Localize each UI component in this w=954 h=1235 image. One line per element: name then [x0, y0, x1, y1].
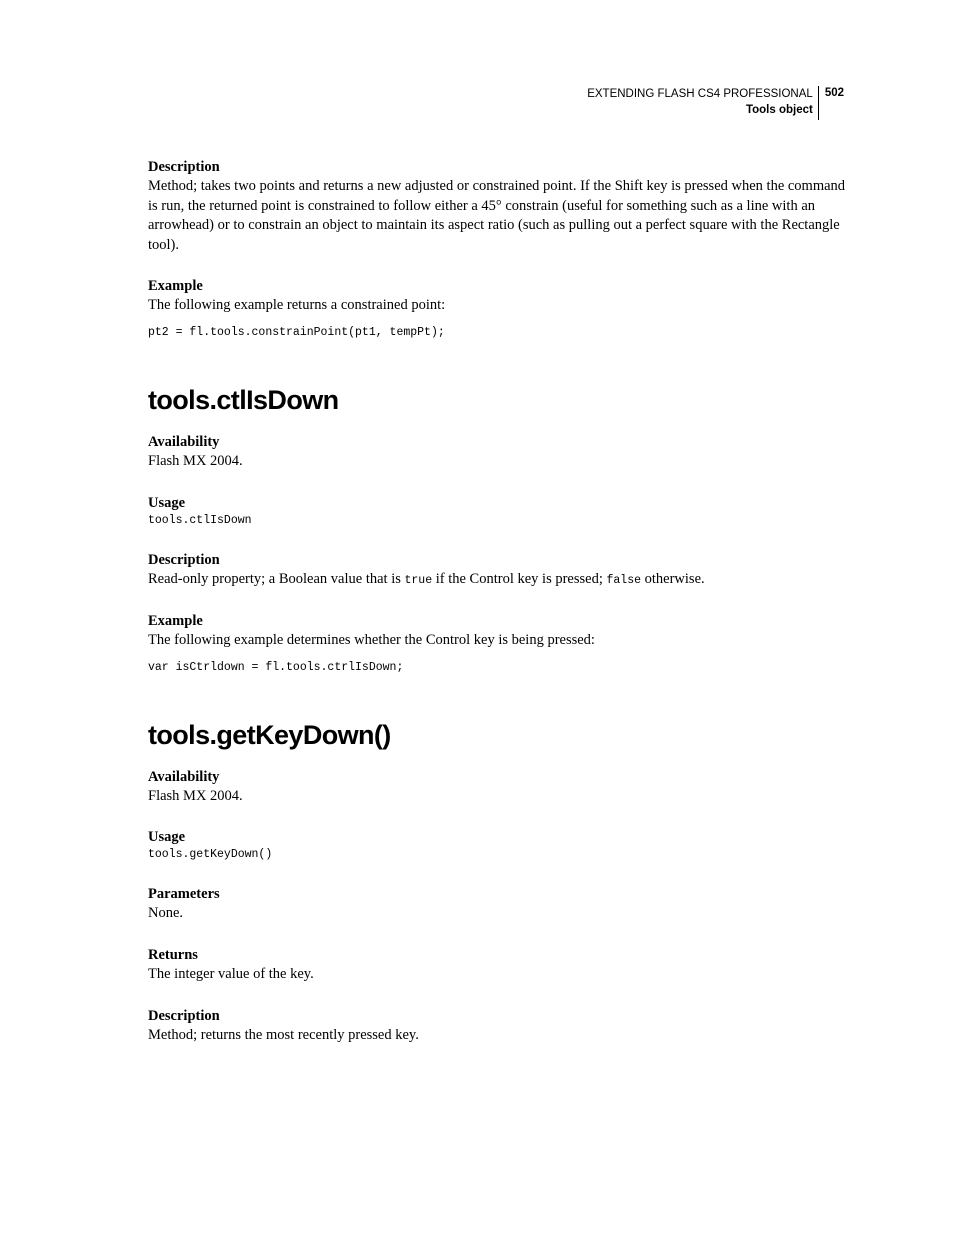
parameters-text: None. [148, 905, 184, 922]
getkeydown-parameters [148, 884, 848, 924]
inline-code-false: false [606, 573, 642, 587]
description-text [148, 570, 848, 591]
description-text: Method; takes two points and returns a new adjusted or constrained point. If the Shift key is pressed when the command is run, the returned point is constrained to follow either a 45° constrain (useful for something such as a line with an arrowhead) or to constrain an object to maintain its aspect ratio (such as pulling out a perfect square with the Rectangle tool). [148, 178, 846, 253]
usage-code: tools.ctlIsDown [148, 513, 252, 527]
returns-heading: Returns [148, 946, 198, 963]
page-number: 502 [824, 87, 844, 99]
example-heading: Example [148, 278, 203, 295]
section-title-getkeydown: tools.getKeyDown() [148, 719, 391, 750]
parameters-heading: Parameters [148, 886, 220, 903]
section-title-ctlisdown: tools.ctlIsDown [148, 384, 339, 415]
description-part: if the Control key is pressed; [432, 570, 607, 587]
usage-heading: Usage [148, 829, 186, 846]
intro-example [148, 276, 848, 341]
description-heading: Description [148, 1007, 220, 1024]
availability-text: Flash MX 2004. [148, 787, 243, 804]
returns-text: The integer value of the key. [148, 965, 314, 982]
availability-text: Flash MX 2004. [148, 452, 243, 469]
ctlisdown-usage [148, 493, 848, 529]
availability-heading: Availability [148, 768, 220, 785]
getkeydown-availability [148, 767, 848, 807]
example-code: pt2 = fl.tools.constrainPoint(pt1, tempPt); [148, 325, 445, 339]
page-content [148, 157, 848, 1045]
getkeydown-returns [148, 945, 848, 985]
running-header [587, 86, 819, 120]
usage-heading: Usage [148, 494, 186, 511]
usage-code: tools.getKeyDown() [148, 848, 273, 862]
header-subtitle: Tools object [745, 104, 813, 116]
description-part: Read-only property; a Boolean value that is [148, 570, 405, 587]
page-header [587, 86, 844, 120]
description-text: Method; returns the most recently pressed key. [148, 1026, 419, 1043]
intro-description [148, 157, 848, 255]
example-text: The following example determines whether the Control key is being pressed: [148, 632, 595, 649]
description-heading: Description [148, 159, 220, 175]
inline-code-true: true [404, 573, 433, 587]
description-heading: Description [148, 551, 220, 568]
example-text: The following example returns a constrained point: [148, 297, 446, 314]
header-title: EXTENDING FLASH CS4 PROFESSIONAL [587, 88, 813, 100]
ctlisdown-description [148, 550, 848, 591]
example-code: var isCtrldown = fl.tools.ctrlIsDown; [148, 660, 404, 674]
getkeydown-usage [148, 827, 848, 863]
getkeydown-description [148, 1006, 848, 1046]
description-part: otherwise. [641, 570, 705, 587]
example-heading: Example [148, 613, 203, 630]
ctlisdown-example [148, 611, 848, 676]
ctlisdown-availability [148, 432, 848, 472]
availability-heading: Availability [148, 433, 220, 450]
